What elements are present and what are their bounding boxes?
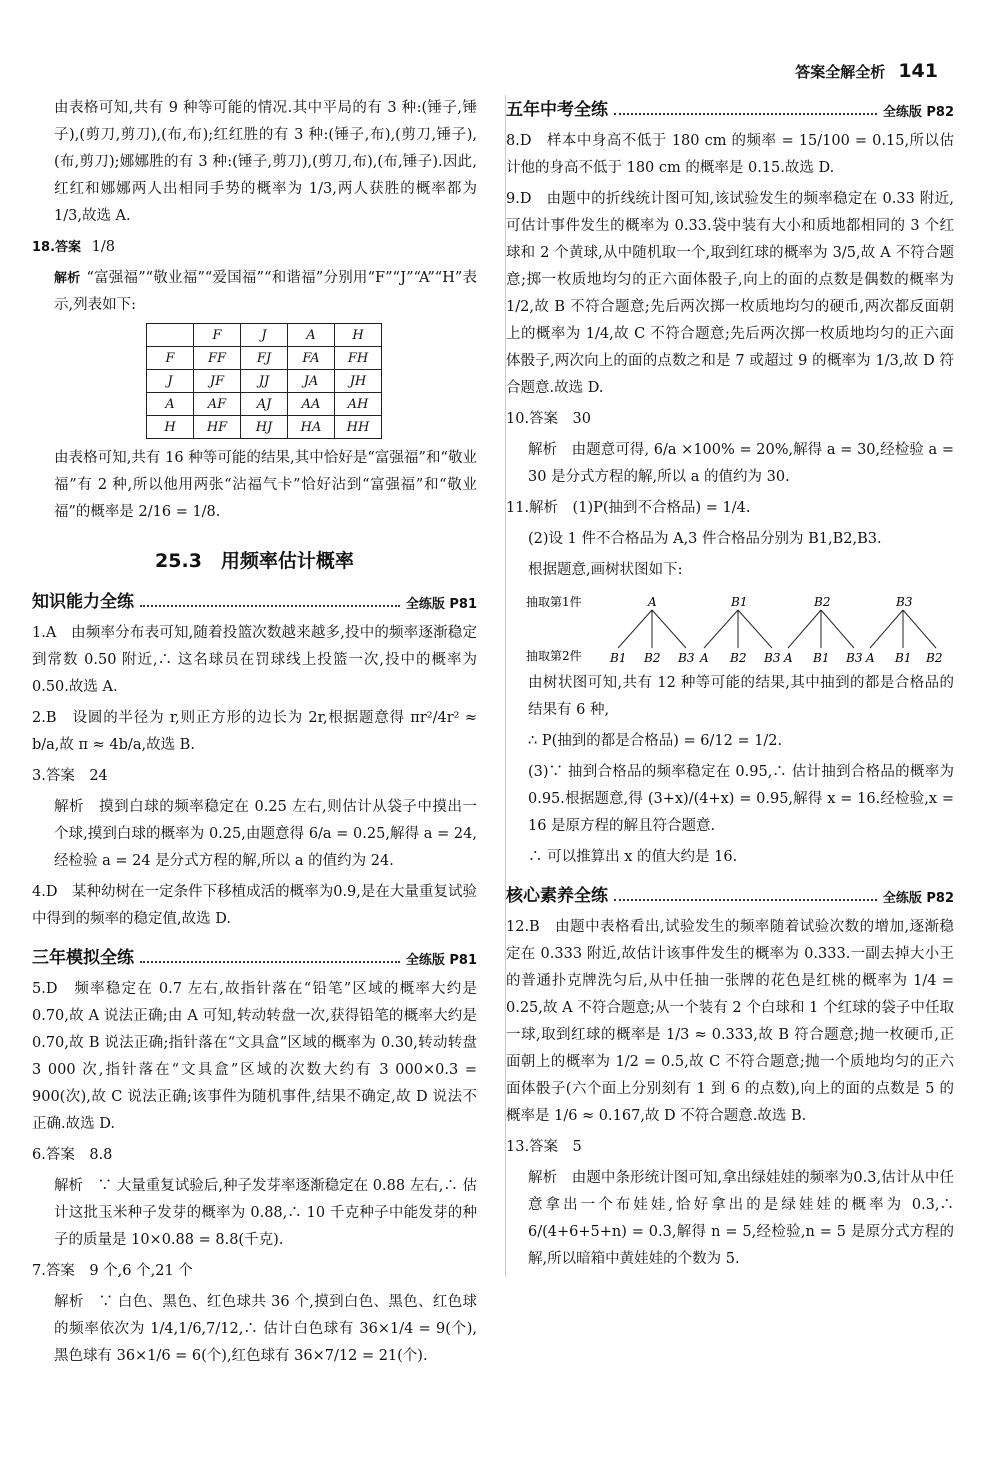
tree-node: B2 (730, 651, 747, 665)
dotted-leader (614, 113, 877, 115)
q13-analysis: 解析 由题中条形统计图可知,拿出绿娃娃的频率为0.3,估计从中任意拿出一个布娃娃,恰好拿出的是绿娃娃的概率为 0.3,∴ 6/(4+6+5+n) = 0.3,解得 n = 5,经检验,n = 5 是原分式方程的解,所以暗箱中黄娃娃的个数为 5. (528, 1170, 954, 1267)
q11-part2: (2)设 1 件不合格品为 A,3 件合格品分别为 B1,B2,B3. (528, 531, 882, 547)
tree-top-nodes (647, 595, 913, 609)
q18-conclusion: 由表格可知,共有 16 种等可能的结果,其中恰好是“富强福”和“敬业福”有 2 种,所以他用两张“沾福气卡”恰好沾到“富强福”和“敬业福”的概率是 2/16 = 1/8. (54, 450, 477, 520)
q8: 8.D 样本中身高不低于 180 cm 的频率 = 15/100 = 0.15,所以估计他的身高不低于 180 cm 的概率是 0.15.故选 D. (506, 133, 954, 176)
q4: 4.D 某种幼树在一定条件下移植成活的概率为0.9,是在大量重复试验中得到的频率的稳定值,故选 D. (32, 884, 477, 927)
q11-part3: (3)∵ 抽到合格品的频率稳定在 0.95,∴ 估计抽到合格品的概率为 0.95.根据题意,得 (3+x)/(4+x) = 0.95,解得 x = 16.经检验,x = 16 是原方程的解且符合题意. (528, 764, 954, 834)
page-header (795, 60, 938, 82)
tree-node: B3 (678, 651, 695, 665)
dotted-leader (140, 961, 400, 963)
section-bar-three-year: 三年模拟全练 全练版 P81 (32, 948, 477, 968)
tree-node: B2 (926, 651, 943, 665)
tree-node: B3 (896, 595, 913, 609)
tree-label-second: 抽取第2件 (526, 649, 582, 663)
q18-answer: 18.答案 1/8 (32, 239, 115, 255)
tree-diagram (506, 588, 946, 668)
q10-answer: 10.答案 30 (506, 411, 592, 427)
tree-node: A (866, 651, 875, 665)
page-number: 141 (898, 60, 938, 82)
q11-probability: ∴ P(抽到的都是合格品) = 6/12 = 1/2. (528, 733, 783, 749)
tree-node: B2 (814, 595, 831, 609)
fu-card-table (146, 323, 382, 439)
table-row: F FF FJ FA FH (147, 347, 382, 370)
section-bar-five-year: 五年中考全练 全练版 P82 (506, 100, 954, 120)
tree-label-first: 抽取第1件 (526, 595, 582, 609)
q11-result: 由树状图可知,共有 12 种等可能的结果,其中抽到的都是合格品的结果有 6 种, (528, 675, 954, 718)
q11-part1: 11.解析 (1)P(抽到不合格品) = 1/4. (506, 500, 751, 516)
tree-node: A (784, 651, 793, 665)
tree-node: B1 (731, 595, 748, 609)
table-row: H HF HJ HA HH (147, 416, 382, 439)
table-header-row: F J A H (147, 324, 382, 347)
tree-node: B3 (764, 651, 781, 665)
q18-analysis: 解析 “富强福”“敬业福”“爱国福”“和谐福”分别用“F”“J”“A”“H”表示,列表如下: (54, 270, 477, 313)
q6-analysis: 解析 ∵ 大量重复试验后,种子发芽率逐渐稳定在 0.88 左右,∴ 估计这批玉米种子发芽的概率为 0.88,∴ 10 千克种子中能发芽的种子的质量是 10×0.88 = 8.8(千克). (54, 1178, 477, 1248)
tree-node: B1 (895, 651, 912, 665)
q18-answer-value: 1/8 (91, 239, 115, 255)
tree-bottom-nodes (609, 651, 942, 665)
q5: 5.D 频率稳定在 0.7 左右,故指针落在“铅笔”区域的概率大约是 0.70,故 A 说法正确;由 A 可知,转动转盘一次,获得铅笔的概率大约是 0.70,故 B 说法正确;指针落在“文具盒”区域的概率为 0.30,转动转盘 3 000 次,指针落在“文具盒”区域的次数大约有 3 000×0.3 = 900(次),故 C 说法正确;该事件为随机事件,结果不确定,故 D 说法不正确.故选 D. (32, 981, 477, 1132)
q9: 9.D 由题中的折线统计图可知,该试验发生的频率稳定在 0.33 附近,可估计事件发生的概率为 0.33.袋中装有大小和质地都相同的 3 个红球和 2 个黄球,从中随机取一个,取到红球的概率为 3/5,故 A 不符合题意;掷一枚质地均匀的正六面体骰子,向上的面的点数是偶数的概率为 1/2,故 B 不符合题意;先后两次掷一枚质地均匀的硬币,两次都反面朝上的概率为 1/4,故 C 不符合题意;先后两次掷一枚质地均匀的正六面体骰子,两次向上的面的点数之和是 7 或超过 9 的概率为 1/3,故 D 符合题意.故选 D. (506, 191, 954, 396)
q3-analysis: 解析 摸到白球的频率稳定在 0.25 左右,则估计从袋子中摸出一个球,摸到白球的概率为 0.25,由题意得 6/a = 0.25,解得 a = 24,经检验 a = 24 是分式方程的解,所以 a 的值约为 24. (54, 799, 477, 869)
section-title: 25.3 用频率估计概率 (155, 550, 354, 572)
right-column (505, 95, 954, 1277)
tree-node: A (648, 595, 657, 609)
q3-answer: 3.答案 24 (32, 768, 108, 784)
dotted-leader (140, 605, 400, 607)
dotted-leader (614, 899, 877, 901)
q13-answer: 13.答案 5 (506, 1139, 582, 1155)
q7-analysis: 解析 ∵ 白色、黑色、红色球共 36 个,摸到白色、黑色、红色球的频率依次为 1/4,1/6,7/12,∴ 估计白色球有 36×1/4 = 9(个),黑色球有 36×1/6 = 6(个),红色球有 36×7/12 = 21(个). (54, 1294, 477, 1364)
left-column (32, 95, 477, 1374)
section-bar-core: 核心素养全练 全练版 P82 (506, 886, 954, 906)
header-title: 答案全解全析 (795, 63, 886, 81)
tree-node: B3 (846, 651, 863, 665)
section-bar-knowledge: 知识能力全练 全练版 P81 (32, 592, 477, 612)
tree-node: B2 (644, 651, 661, 665)
q11-conclusion: ∴ 可以推算出 x 的值大约是 16. (528, 849, 738, 865)
table-row: A AF AJ AA AH (147, 393, 382, 416)
q6-answer: 6.答案 8.8 (32, 1147, 113, 1163)
tree-node: B1 (610, 651, 627, 665)
q11-part2b: 根据题意,画树状图如下: (528, 562, 683, 578)
q1: 1.A 由频率分布表可知,随着投篮次数越来越多,投中的频率逐渐稳定到常数 0.50 附近,∴ 这名球员在罚球线上投篮一次,投中的概率为 0.50.故选 A. (32, 625, 477, 695)
tree-node: A (700, 651, 709, 665)
q17-continued: 由表格可知,共有 9 种等可能的情况.其中平局的有 3 种:(锤子,锤子),(剪刀,剪刀),(布,布);红红胜的有 3 种:(锤子,布),(剪刀,锤子),(布,剪刀);娜娜胜的有 3 种:(锤子,剪刀),(剪刀,布),(布,锤子).因此,红红和娜娜两人出相同手势的概率为 1/3,两人获胜的概率都为 1/3,故选 A. (54, 100, 477, 224)
table-row: J JF JJ JA JH (147, 370, 382, 393)
tree-node: B1 (813, 651, 830, 665)
q7-answer: 7.答案 9 个,6 个,21 个 (32, 1263, 193, 1279)
tree-branches (618, 610, 936, 648)
q12: 12.B 由题中表格看出,试验发生的频率随着试验次数的增加,逐渐稳定在 0.333 附近,故估计该事件发生的概率为 0.333.一副去掉大小王的普通扑克牌洗匀后,从中任抽一张牌的花色是红桃的概率为 1/4 = 0.25,故 A 不符合题意;从一个装有 2 个白球和 1 个红球的袋子中任取一球,取到红球的概率是 1/3 ≈ 0.333,故 B 符合题意;抛一枚硬币,正面朝上的概率为 1/2 = 0.5,故 C 不符合题意;抛一个质地均匀的正六面体骰子(六个面上分别刻有 1 到 6 的点数),向上的面的点数是 5 的概率是 1/6 ≈ 0.167,故 D 不符合题意.故选 B. (506, 919, 954, 1124)
q10-analysis: 解析 由题意可得, 6/a ×100% = 20%,解得 a = 30,经检验 a = 30 是分式方程的解,所以 a 的值约为 30. (528, 442, 954, 485)
q2: 2.B 设圆的半径为 r,则正方形的边长为 2r,根据题意得 πr²/4r² ≈ b/a,故 π ≈ 4b/a,故选 B. (32, 710, 477, 753)
